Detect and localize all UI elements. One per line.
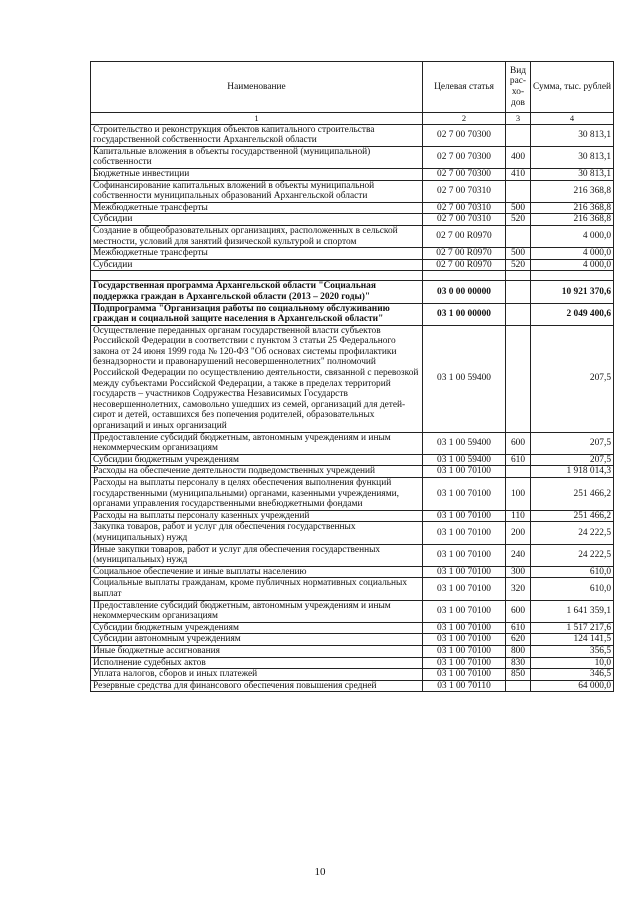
row-code-cell: 03 1 00 59400 (423, 325, 506, 432)
table-row (91, 466, 614, 478)
row-code-cell: 03 1 00 70110 (423, 680, 506, 692)
row-vid-cell (506, 466, 531, 478)
row-code-cell: 02 7 00 70310 (423, 180, 506, 202)
row-vid-cell: 610 (506, 454, 531, 466)
row-sum-cell: 30 813,1 (531, 168, 614, 180)
table-row (91, 180, 614, 202)
row-code-cell: 03 1 00 70100 (423, 466, 506, 478)
row-name-cell: Социальные выплаты гражданам, кроме публичных нормативных социальных выплат (91, 578, 423, 600)
header-sum: Сумма, тыс. рублей (531, 62, 614, 113)
table-row (91, 225, 614, 247)
row-name-cell: Расходы на обеспечение деятельности подведомственных учреждений (91, 466, 423, 478)
row-vid-cell: 400 (506, 146, 531, 168)
table-row (91, 669, 614, 681)
table-row (91, 478, 614, 511)
row-vid-cell: 800 (506, 645, 531, 657)
table-row (91, 168, 614, 180)
row-name-cell: Межбюджетные трансферты (91, 202, 423, 214)
table-row (91, 680, 614, 692)
row-sum-cell: 1 641 359,1 (531, 600, 614, 622)
column-number: 1 (91, 113, 423, 125)
row-name-cell: Закупка товаров, работ и услуг для обеспечения государственных (муниципальных) нужд (91, 522, 423, 544)
row-sum-cell: 4 000,0 (531, 248, 614, 260)
row-name-cell: Государственная программа Архангельской области "Социальная поддержка граждан в Архангельской области (2013 – 2020 годы)" (91, 281, 423, 303)
row-name-cell (91, 271, 423, 281)
column-number: 4 (531, 113, 614, 125)
row-vid-cell: 100 (506, 478, 531, 511)
header-name: Наименование (91, 62, 423, 113)
row-sum-cell: 216 368,8 (531, 214, 614, 226)
row-name-cell: Субсидии бюджетным учреждениям (91, 454, 423, 466)
row-code-cell: 03 1 00 70100 (423, 478, 506, 511)
header-vid: Вид рас-хо-дов (506, 62, 531, 113)
row-sum-cell: 24 222,5 (531, 522, 614, 544)
row-code-cell: 02 7 00 R0970 (423, 259, 506, 271)
row-code-cell: 02 7 00 70310 (423, 202, 506, 214)
row-code-cell: 03 0 00 00000 (423, 281, 506, 303)
row-vid-cell (506, 680, 531, 692)
row-code-cell: 03 1 00 00000 (423, 303, 506, 325)
row-code-cell (423, 271, 506, 281)
column-number-row (91, 113, 614, 125)
row-name-cell: Расходы на выплаты персоналу в целях обеспечения выполнения функций государственными (муниципальными) органами, казенными учреждениями, органами управления государственными внебюджетными фондами (91, 478, 423, 511)
row-vid-cell: 520 (506, 214, 531, 226)
header-code: Целевая статья (423, 62, 506, 113)
row-sum-cell: 610,0 (531, 566, 614, 578)
row-name-cell: Субсидии (91, 259, 423, 271)
row-vid-cell: 110 (506, 510, 531, 522)
row-sum-cell: 64 000,0 (531, 680, 614, 692)
row-sum-cell: 207,5 (531, 432, 614, 454)
row-name-cell: Строительство и реконструкция объектов капитального строительства государственной собственности Архангельской области (91, 124, 423, 146)
row-vid-cell: 830 (506, 657, 531, 669)
row-code-cell: 03 1 00 70100 (423, 510, 506, 522)
row-name-cell: Социальное обеспечение и иные выплаты населению (91, 566, 423, 578)
table-row (91, 248, 614, 260)
row-code-cell: 02 7 00 70310 (423, 214, 506, 226)
row-sum-cell: 346,5 (531, 669, 614, 681)
table-row (91, 432, 614, 454)
budget-table (90, 61, 614, 692)
row-code-cell: 03 1 00 70100 (423, 645, 506, 657)
row-vid-cell (506, 124, 531, 146)
table-row (91, 325, 614, 432)
row-name-cell: Создание в общеобразовательных организациях, расположенных в сельской местности, условий для занятий физической культурой и спортом (91, 225, 423, 247)
row-vid-cell (506, 225, 531, 247)
row-sum-cell: 10 921 370,6 (531, 281, 614, 303)
row-vid-cell: 240 (506, 544, 531, 566)
row-code-cell: 03 1 00 70100 (423, 544, 506, 566)
row-code-cell: 02 7 00 R0970 (423, 248, 506, 260)
row-sum-cell: 24 222,5 (531, 544, 614, 566)
table-row (91, 214, 614, 226)
table-row (91, 566, 614, 578)
row-name-cell: Исполнение судебных актов (91, 657, 423, 669)
table-row (91, 202, 614, 214)
row-vid-cell: 410 (506, 168, 531, 180)
table-row (91, 259, 614, 271)
row-name-cell: Субсидии автономным учреждениям (91, 634, 423, 646)
table-row (91, 600, 614, 622)
row-vid-cell: 850 (506, 669, 531, 681)
row-vid-cell (506, 271, 531, 281)
row-vid-cell: 300 (506, 566, 531, 578)
row-code-cell: 03 1 00 70100 (423, 669, 506, 681)
table-row (91, 510, 614, 522)
row-sum-cell: 124 141,5 (531, 634, 614, 646)
row-sum-cell: 207,5 (531, 325, 614, 432)
row-name-cell: Субсидии бюджетным учреждениям (91, 622, 423, 634)
row-vid-cell: 320 (506, 578, 531, 600)
row-sum-cell: 1 517 217,6 (531, 622, 614, 634)
row-name-cell: Софинансирование капитальных вложений в объекты муниципальной собственности муниципальных образований Архангельской области (91, 180, 423, 202)
table-row (91, 522, 614, 544)
row-name-cell: Расходы на выплаты персоналу казенных учреждений (91, 510, 423, 522)
table-row (91, 634, 614, 646)
table-header-row (91, 62, 614, 113)
row-name-cell: Осуществление переданных органам государственной власти субъектов Российской Федерации в соответствии с пунктом 3 статьи 25 Федерального закона от 24 июня 1999 года № 120-ФЗ "Об основах системы профилактики безнадзорности и правонарушений несовершеннолетних" полномочий Российской Федерации по осуществлению деятельности, связанной с перевозкой между субъектами Российской Федерации, а также в пределах территорий государств – участников Содружества Независимых Государств несовершеннолетних, самовольно ушедших из семей, организаций для детей-сирот и детей, оставшихся без попечения родителей, образовательных организаций и иных организаций (91, 325, 423, 432)
row-vid-cell: 520 (506, 259, 531, 271)
row-sum-cell (531, 271, 614, 281)
row-sum-cell: 251 466,2 (531, 510, 614, 522)
row-vid-cell (506, 281, 531, 303)
row-name-cell: Иные закупки товаров, работ и услуг для обеспечения государственных (муниципальных) нужд (91, 544, 423, 566)
row-sum-cell: 610,0 (531, 578, 614, 600)
column-number: 3 (506, 113, 531, 125)
row-code-cell: 03 1 00 59400 (423, 454, 506, 466)
table-row (91, 303, 614, 325)
table-row (91, 281, 614, 303)
row-vid-cell: 600 (506, 600, 531, 622)
row-vid-cell: 200 (506, 522, 531, 544)
table-row (91, 578, 614, 600)
table-row (91, 454, 614, 466)
row-name-cell: Иные бюджетные ассигнования (91, 645, 423, 657)
row-code-cell: 03 1 00 70100 (423, 522, 506, 544)
row-vid-cell (506, 180, 531, 202)
row-vid-cell: 610 (506, 622, 531, 634)
row-code-cell: 03 1 00 59400 (423, 432, 506, 454)
table-row (91, 271, 614, 281)
row-vid-cell (506, 303, 531, 325)
row-code-cell: 02 7 00 70300 (423, 168, 506, 180)
row-sum-cell: 30 813,1 (531, 146, 614, 168)
row-name-cell: Уплата налогов, сборов и иных платежей (91, 669, 423, 681)
row-sum-cell: 30 813,1 (531, 124, 614, 146)
row-code-cell: 02 7 00 70300 (423, 124, 506, 146)
row-code-cell: 03 1 00 70100 (423, 566, 506, 578)
column-number: 2 (423, 113, 506, 125)
table-row (91, 124, 614, 146)
row-name-cell: Предоставление субсидий бюджетным, автономным учреждениям и иным некоммерческим организациям (91, 600, 423, 622)
row-name-cell: Подпрограмма "Организация работы по социальному обслуживанию граждан и социальной защите населения в Архангельской области" (91, 303, 423, 325)
row-sum-cell: 2 049 400,6 (531, 303, 614, 325)
row-name-cell: Капитальные вложения в объекты государственной (муниципальной) собственности (91, 146, 423, 168)
row-sum-cell: 4 000,0 (531, 225, 614, 247)
row-sum-cell: 1 918 014,3 (531, 466, 614, 478)
row-name-cell: Предоставление субсидий бюджетным, автономным учреждениям и иным некоммерческим организациям (91, 432, 423, 454)
row-sum-cell: 251 466,2 (531, 478, 614, 511)
row-code-cell: 03 1 00 70100 (423, 600, 506, 622)
row-code-cell: 03 1 00 70100 (423, 657, 506, 669)
row-vid-cell: 500 (506, 248, 531, 260)
table-row (91, 645, 614, 657)
row-vid-cell: 620 (506, 634, 531, 646)
table-row (91, 657, 614, 669)
row-sum-cell: 216 368,8 (531, 202, 614, 214)
table-row (91, 622, 614, 634)
row-vid-cell (506, 325, 531, 432)
row-sum-cell: 4 000,0 (531, 259, 614, 271)
row-name-cell: Межбюджетные трансферты (91, 248, 423, 260)
row-code-cell: 02 7 00 R0970 (423, 225, 506, 247)
table-row (91, 146, 614, 168)
page-number: 10 (314, 866, 326, 878)
row-name-cell: Субсидии (91, 214, 423, 226)
row-vid-cell: 600 (506, 432, 531, 454)
row-sum-cell: 216 368,8 (531, 180, 614, 202)
table-row (91, 544, 614, 566)
row-code-cell: 03 1 00 70100 (423, 634, 506, 646)
row-sum-cell: 10,0 (531, 657, 614, 669)
row-code-cell: 03 1 00 70100 (423, 622, 506, 634)
row-sum-cell: 207,5 (531, 454, 614, 466)
row-code-cell: 03 1 00 70100 (423, 578, 506, 600)
row-name-cell: Резервные средства для финансового обеспечения повышения средней (91, 680, 423, 692)
row-name-cell: Бюджетные инвестиции (91, 168, 423, 180)
row-code-cell: 02 7 00 70300 (423, 146, 506, 168)
row-sum-cell: 356,5 (531, 645, 614, 657)
row-vid-cell: 500 (506, 202, 531, 214)
table-body (91, 124, 614, 692)
